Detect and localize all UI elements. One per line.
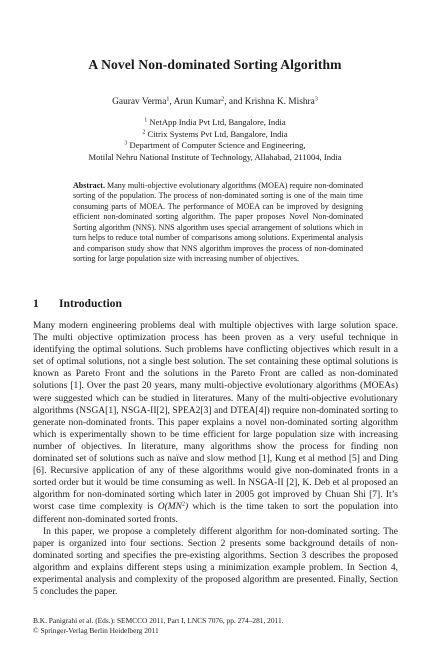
affiliation-line	[0, 129, 430, 141]
math-m: M	[167, 502, 176, 513]
abstract-label: Abstract.	[73, 181, 105, 190]
paper-title: A Novel Non-dominated Sorting Algorithm	[88, 57, 342, 72]
abstract	[73, 181, 363, 265]
math-close: )	[185, 502, 189, 513]
author-separator: , and	[224, 97, 245, 107]
affiliation-text: NetApp India Pvt Ltd, Bangalore, India	[149, 117, 286, 127]
affiliation-text: Citrix Systems Pvt Ltd, Bangalore, India	[147, 128, 288, 139]
body-text	[33, 320, 398, 598]
affiliation-line	[0, 152, 430, 164]
author-affiliation-mark: 3	[314, 96, 318, 103]
author-name: Gaurav Verma	[112, 97, 167, 107]
footer-citation: B.K. Panigrahi et al. (Eds.): SEMCCO 2011, Part I, LNCS 7076, pp. 274–281, 2011.	[33, 616, 284, 625]
section-number: 1	[33, 297, 39, 310]
paragraph: In this paper, we propose a completely different algorithm for non-dominated sorting. The paper is organized into four sections. Section 2 presents some background details of non-dominated sorting and specifies the pre-existing algorithms. Section 3 describes the proposed algorithm and explains different steps using a minimization example problem. In Section 4, experimental analysis and complexity of the proposed algorithm are presented. Finally, Section 5 concludes the paper.	[33, 526, 398, 598]
author-name: Arun Kumar	[173, 97, 222, 107]
math-o: O(	[157, 502, 168, 513]
affiliation-line	[0, 140, 430, 152]
author-list	[0, 97, 430, 107]
paragraph-text: Many modern engineering problems deal with multiple objectives with large solution space. The multi objective optimization process has been proven as a very useful technique in identifying the optimal solutions. Such problems have conflicting objectives which result in a set of optimal solutions, not a single best solution. The set containing these optimal solutions is known as Pareto Front and the solutions in the Pareto Front are called as non-dominated solutions [1]. Over the past 20 years, many multi-objective evolutionary algorithms (MOEAs) were suggested which can be studied in literatures. Many of the multi-objective evolutionary algorithms (NSGA[1], NSGA-II[2], SPEA2[3] and DTEA[4]) require non-dominated sorting to generate non-dominated fronts. This paper explains a novel non-dominated sorting algorithm which is experimentally shown to be time efficient for large population size with increasing number of objectives. In literature, many algorithms show the process for finding non dominated set of solutions such as naïve and slow method [1], Kung et al method [5] and Ding [6]. Recursive application of any of these algorithms would give non-dominated fronts in a sorted order but it would be time consuming as well. In NSGA-II [2], K. Deb et al proposed an algorithm for non-dominated sorting which later in 2005 got improved by Chuan Shi [7]. It’s worst case time complexity is	[33, 321, 398, 513]
affiliation-mark: 1	[144, 117, 148, 124]
section-heading	[33, 297, 122, 310]
affiliation-list	[0, 117, 430, 163]
affiliation-mark: 3	[124, 140, 128, 147]
page-footer	[33, 616, 284, 635]
author-name: Krishna K. Mishra	[244, 97, 315, 107]
section-title: Introduction	[59, 297, 122, 310]
math-n: N	[175, 502, 183, 513]
paragraph	[33, 320, 398, 526]
footer-copyright: © Springer-Verlag Berlin Heidelberg 2011	[33, 625, 159, 635]
complexity-formula	[158, 502, 188, 512]
affiliation-line	[0, 117, 430, 129]
author-affiliation-mark: 2	[221, 96, 225, 103]
affiliation-mark: 2	[142, 129, 146, 136]
math-exponent: 2	[182, 501, 186, 508]
affiliation-text: Department of Computer Science and Engineering,	[129, 140, 306, 151]
abstract-text: Many multi-objective evolutionary algorithms (MOEA) require non-dominated sorting of the population. The process of non-dominated sorting is one of the main time consuming parts of MOEA. The performance of MOEA can be improved by designing efficient non-dominated sorting algorithm. The paper proposes Novel Non-dominated Sorting algorithm (NNS). NNS algorithm uses special arrangement of solutions which in turn helps to reduce total number of comparisons among solutions. Experimental analysis and comparison study show that NNS algorithm improves the process of non-dominated sorting for large population size with increasing number of objectives.	[73, 181, 364, 264]
author-separator: ,	[169, 97, 174, 107]
affiliation-text: Motilal Nehru National Institute of Technology, Allahabad, 211004, India	[88, 151, 342, 162]
paragraph-text-end: which is the time taken to sort the population into different non-dominated sorted fronts.	[33, 502, 399, 525]
author-affiliation-mark: 1	[166, 96, 170, 103]
